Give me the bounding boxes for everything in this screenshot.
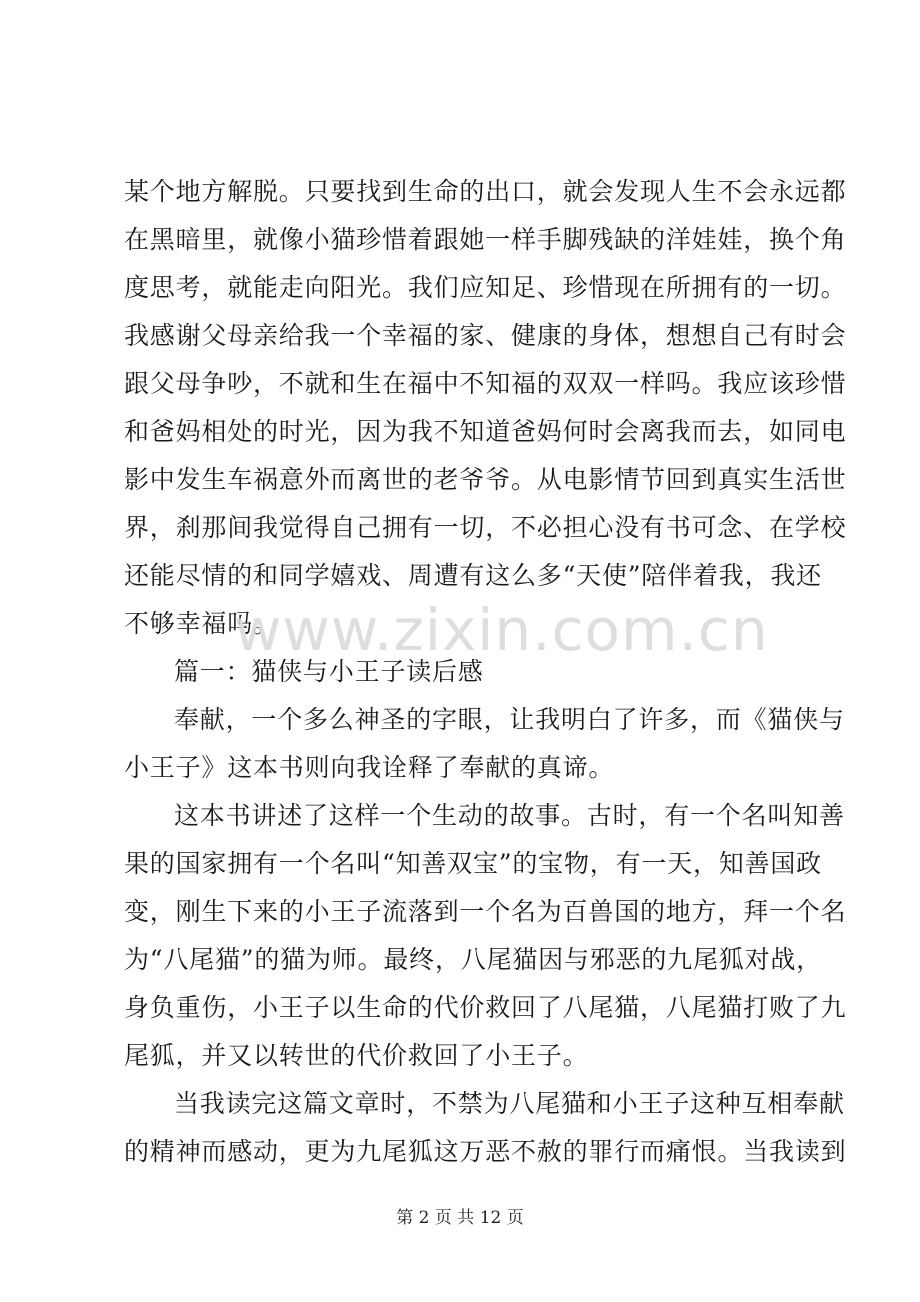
text-line: 还能尽情的和同学嬉戏、周遭有这么多“天使”陪伴着我，我还 — [124, 561, 822, 590]
document-body — [124, 168, 847, 1176]
text-line: 和爸妈相处的时光，因为我不知道爸妈何时会离我而去，如同电 — [124, 417, 847, 446]
text-line: 果的国家拥有一个名叫“知善双宝”的宝物，有一天，知善国政 — [124, 849, 822, 878]
text-line: 为“八尾猫”的猫为师。最终，八尾猫因与邪恶的九尾狐对战， — [124, 945, 822, 974]
text-line: 度思考，就能走向阳光。我们应知足、珍惜现在所拥有的一切。 — [124, 273, 847, 302]
watermark: www.zixin.com.cn — [234, 596, 769, 664]
text-line: 奉献，一个多么神圣的字眼，让我明白了许多，而《猫侠与 — [174, 705, 845, 734]
section-heading: 篇一：猫侠与小王子读后感 — [174, 657, 484, 686]
text-line: 的精神而感动，更为九尾狐这万恶不赦的罪行而痛恨。当我读到 — [124, 1137, 847, 1166]
text-line: 影中发生车祸意外而离世的老爷爷。从电影情节回到真实生活世 — [124, 465, 847, 494]
text-line: 界，刹那间我觉得自己拥有一切，不必担心没有书可念、在学校 — [124, 513, 847, 542]
text-line: 在黑暗里，就像小猫珍惜着跟她一样手脚残缺的洋娃娃，换个角 — [124, 225, 847, 254]
text-line: 我感谢父母亲给我一个幸福的家、健康的身体，想想自己有时会 — [124, 321, 847, 350]
text-line: 身负重伤，小王子以生命的代价救回了八尾猫，八尾猫打败了九 — [124, 993, 847, 1022]
text-line: 尾狐，并又以转世的代价救回了小王子。 — [124, 1041, 589, 1070]
page-footer: 第 2 页 共 12 页 — [396, 1208, 524, 1228]
text-line: 当我读完这篇文章时，不禁为八尾猫和小王子这种互相奉献 — [174, 1089, 845, 1118]
text-line: 某个地方解脱。只要找到生命的出口，就会发现人生不会永远都 — [124, 177, 847, 206]
text-line: 不够幸福吗。 — [124, 609, 279, 638]
text-line: 这本书讲述了这样一个生动的故事。古时，有一个名叫知善 — [174, 801, 845, 830]
text-line: 小王子》这本书则向我诠释了奉献的真谛。 — [124, 753, 615, 782]
text-line: 跟父母争吵，不就和生在福中不知福的双双一样吗。我应该珍惜 — [124, 369, 847, 398]
text-line: 变，刚生下来的小王子流落到一个名为百兽国的地方，拜一个名 — [124, 897, 847, 926]
